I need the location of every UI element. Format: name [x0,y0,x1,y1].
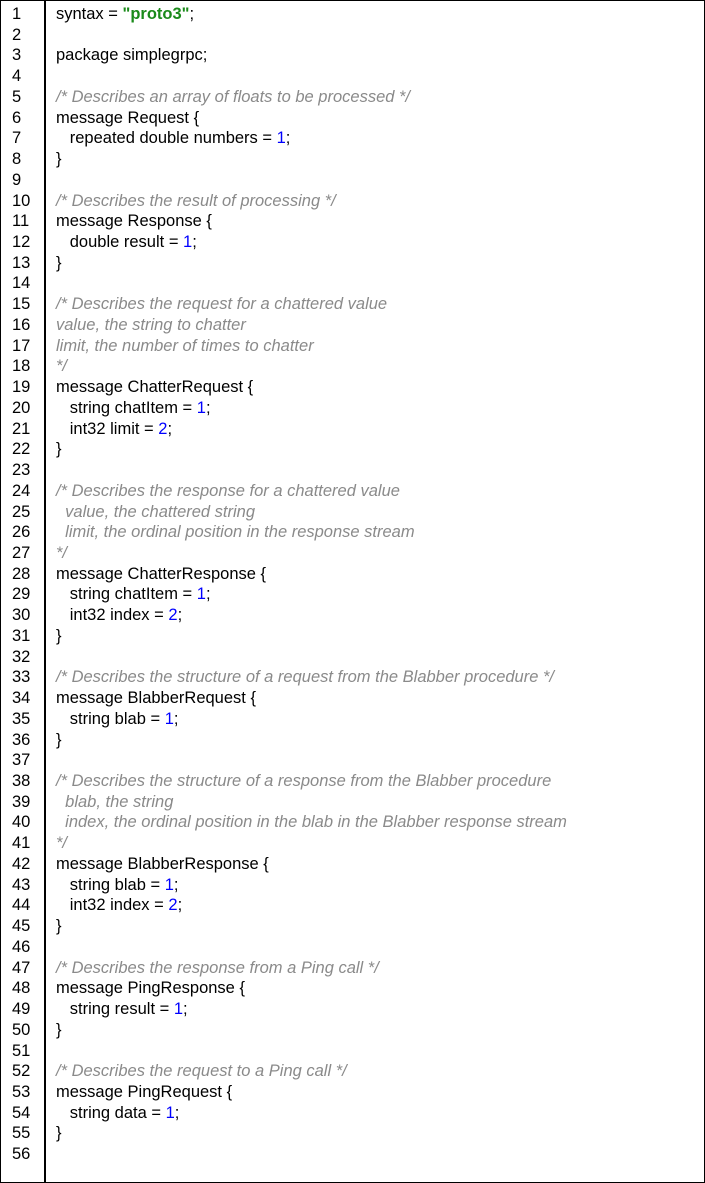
code-line [56,626,62,647]
code-line [56,605,182,626]
line-number: 55 [12,1124,31,1143]
code-line [56,502,255,523]
code-line [56,128,290,149]
line-number: 47 [12,958,31,977]
code-token: package simplegrpc; [56,46,208,65]
comment-token: /* Describes the structure of a response from the Blabber procedure [56,772,552,790]
code-token: ; [174,1103,180,1122]
number-token: 1 [164,875,174,894]
line-number: 48 [12,979,31,998]
line-number: 21 [12,419,31,438]
line-number: 28 [12,564,31,583]
line-number: 51 [12,1041,31,1060]
comment-token: limit, the number of times to chatter [56,336,314,355]
code-token: message Request { [56,108,200,127]
code-line [56,584,211,605]
code-token: string blab = [56,709,165,728]
code-token: string chatItem = [56,585,197,604]
code-line [56,294,387,315]
number-token: 2 [168,896,178,915]
string-token: "proto3" [122,5,190,23]
code-line [56,1061,347,1082]
line-number: 53 [12,1082,31,1101]
line-number: 19 [12,378,31,397]
comment-token: blab, the string [56,792,174,811]
code-token: } [56,626,62,645]
comment-token: /* Describes the request for a chattered value [56,295,388,314]
code-token: message BlabberRequest { [56,689,256,708]
line-number: 29 [12,585,31,604]
line-number: 39 [12,792,31,811]
number-token: 1 [183,233,193,252]
line-number: 30 [12,606,31,625]
line-number: 44 [12,896,31,915]
code-line [56,895,182,916]
comment-token: value, the string to chatter [56,315,246,334]
code-line [56,730,62,751]
code-line [56,253,62,274]
code-token: message BlabberResponse { [56,854,269,873]
code-token: ; [192,233,197,252]
line-number: 31 [12,626,31,645]
comment-token: /* Describes the structure of a request from the Blabber procedure */ [56,668,554,687]
number-token: 1 [165,1103,175,1122]
comment-token: /* Describes an array of floats to be processed */ [56,87,411,106]
line-number: 1 [12,5,22,23]
line-number: 49 [12,1000,31,1019]
code-line [56,688,256,709]
code-token: int32 limit = [56,419,159,438]
line-number: 12 [12,233,31,252]
code-line [56,108,199,129]
code-token: ; [285,129,291,148]
code-line [56,315,246,336]
line-number: 45 [12,917,31,936]
line-number: 18 [12,357,31,376]
line-number: 10 [12,191,31,210]
code-token: message Response { [56,212,212,231]
code-line [56,481,400,502]
code-line [56,398,211,419]
line-number: 11 [12,212,30,231]
code-token: } [56,253,62,272]
code-token: ; [177,896,183,915]
line-number: 8 [12,150,22,169]
code-token: } [56,730,62,749]
comment-token: value, the chattered string [56,502,256,521]
line-number: 24 [12,481,31,500]
line-number: 35 [12,709,31,728]
code-line [56,999,188,1020]
line-number: 40 [12,813,31,832]
number-token: 1 [196,398,206,417]
code-line [56,232,197,253]
code-line [56,978,245,999]
number-token: 2 [158,419,168,438]
line-number: 52 [12,1062,31,1081]
comment-token: */ [56,357,68,376]
code-line [56,958,379,979]
line-number: 41 [12,834,31,853]
code-token: ; [173,709,179,728]
code-line [56,377,253,398]
code-token: } [56,150,62,169]
code-token: message ChatterResponse { [56,564,267,583]
code-line [56,439,62,460]
code-token: } [56,1124,62,1143]
code-line [56,1082,232,1103]
code-token: message PingRequest { [56,1082,233,1101]
line-number: 34 [12,689,31,708]
code-line [56,916,62,937]
code-line [56,792,173,813]
code-line [56,522,415,543]
code-token: ; [205,398,211,417]
code-token: string blab = [56,875,165,894]
line-number: 2 [12,25,22,44]
comment-token: */ [56,834,68,853]
comment-token: /* Describes the request to a Ping call */ [56,1062,347,1081]
code-body [46,1,704,1182]
code-token: ; [167,419,173,438]
code-line [56,419,172,440]
line-number-gutter [1,1,46,1182]
code-line [56,854,269,875]
line-number: 15 [12,295,31,314]
code-line [56,667,554,688]
code-line [56,45,207,66]
line-number: 9 [12,170,22,189]
code-line [56,812,567,833]
code-line [56,543,67,564]
comment-token: /* Describes the result of processing */ [56,191,336,210]
line-number: 37 [12,751,31,770]
code-line [56,1103,179,1124]
code-line [56,191,336,212]
line-number: 25 [12,502,31,521]
code-token: string result = [56,1000,174,1019]
line-number: 36 [12,730,31,749]
code-line [56,211,212,232]
line-number: 20 [12,398,31,417]
code-token: ; [177,606,183,625]
code-token: message PingResponse { [56,979,245,998]
code-line [56,771,551,792]
line-number: 33 [12,668,31,687]
code-line [56,1020,62,1041]
number-token: 1 [276,129,286,148]
code-token: string chatItem = [56,398,197,417]
line-number: 5 [12,87,22,106]
line-number: 42 [12,854,31,873]
code-token: int32 index = [56,606,169,625]
code-token: ; [189,5,195,23]
code-token: int32 index = [56,896,169,915]
comment-token: /* Describes the response from a Ping call */ [56,958,379,977]
code-token: repeated double numbers = [56,129,277,148]
code-token: ; [183,1000,188,1019]
code-line [56,564,266,585]
code-token: ; [205,585,211,604]
line-number: 26 [12,523,31,542]
code-token: string data = [56,1103,166,1122]
number-token: 1 [196,585,206,604]
line-number: 54 [12,1103,31,1122]
line-number: 22 [12,440,31,459]
line-number: 3 [12,46,22,65]
code-token: ; [173,875,179,894]
code-token: } [56,440,62,459]
number-token: 1 [173,1000,184,1019]
line-number: 56 [12,1145,31,1164]
comment-token: /* Describes the response for a chattered value [56,481,400,500]
line-number: 13 [12,253,31,272]
line-number: 27 [12,543,31,562]
line-number: 43 [12,875,31,894]
comment-token: */ [56,543,68,562]
code-token: double result = [56,233,184,252]
line-number: 14 [12,274,31,293]
code-line [56,356,67,377]
code-line [56,833,67,854]
number-token: 2 [168,606,178,625]
line-number: 32 [12,647,31,666]
comment-token: index, the ordinal position in the blab in the Blabber response stream [56,813,567,832]
code-token: } [56,1020,62,1039]
code-line [56,87,410,108]
code-line [56,336,314,357]
code-line [56,709,178,730]
code-token: } [56,917,62,936]
code-line [56,149,62,170]
line-number: 38 [12,772,31,790]
line-number: 6 [12,108,22,127]
number-token: 1 [164,709,174,728]
line-number: 4 [12,67,22,86]
code-token: syntax = [56,5,123,23]
comment-token: limit, the ordinal position in the response stream [56,523,415,542]
code-token: message ChatterRequest { [56,378,254,397]
code-line [56,875,178,896]
line-number: 17 [12,336,31,355]
line-number: 7 [12,129,22,148]
code-line [56,1123,62,1144]
line-number: 46 [12,937,31,956]
line-number: 16 [12,315,31,334]
line-number: 23 [12,461,31,480]
code-line [56,4,194,25]
line-number: 50 [12,1020,31,1039]
